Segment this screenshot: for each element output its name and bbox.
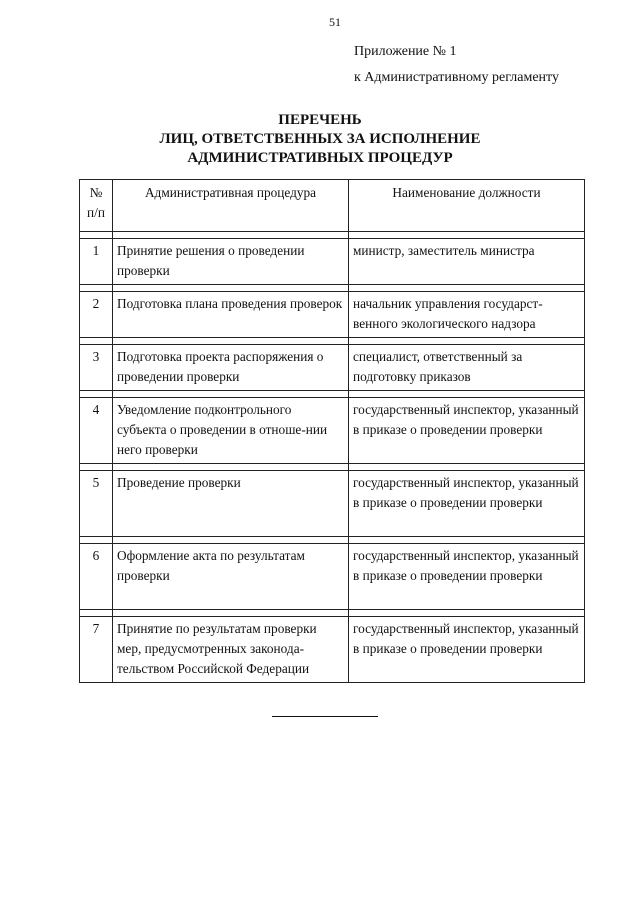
table-row <box>80 471 585 537</box>
row-position: государственный инспектор, указанный в приказе о проведении проверки <box>349 544 585 610</box>
row-procedure: Подготовка проекта распоряжения о проведении проверки <box>113 345 349 391</box>
row-number: 1 <box>80 239 113 285</box>
header-procedure: Административная процедура <box>113 180 349 232</box>
row-number: 3 <box>80 345 113 391</box>
table-row <box>80 345 585 391</box>
appendix-label: Приложение № 1 <box>354 44 457 59</box>
row-position: государственный инспектор, указанный в приказе о проведении проверки <box>349 398 585 464</box>
table-row <box>80 292 585 338</box>
document-title <box>0 111 640 168</box>
row-number: 4 <box>80 398 113 464</box>
row-spacer <box>80 338 585 345</box>
row-spacer <box>80 391 585 398</box>
row-procedure: Принятие по результатам проверки мер, предусмотренных законода-тельством Российской Федерации <box>113 617 349 683</box>
table-row <box>80 398 585 464</box>
row-position: государственный инспектор, указанный в приказе о проведении проверки <box>349 617 585 683</box>
table-row <box>80 544 585 610</box>
row-procedure: Проведение проверки <box>113 471 349 537</box>
row-number: 6 <box>80 544 113 610</box>
procedures-table <box>79 179 585 683</box>
title-line-3: АДМИНИСТРАТИВНЫХ ПРОЦЕДУР <box>187 150 453 166</box>
row-spacer <box>80 610 585 617</box>
row-procedure: Подготовка плана проведения проверок <box>113 292 349 338</box>
row-procedure: Уведомление подконтрольного субъекта о проведении в отноше-нии него проверки <box>113 398 349 464</box>
table-header-row <box>80 180 585 232</box>
row-position: начальник управления государст-венного экологического надзора <box>349 292 585 338</box>
title-line-2: ЛИЦ, ОТВЕТСТВЕННЫХ ЗА ИСПОЛНЕНИЕ <box>159 131 481 147</box>
page-number: 51 <box>329 15 341 29</box>
row-spacer <box>80 537 585 544</box>
row-position: специалист, ответственный за подготовку приказов <box>349 345 585 391</box>
table-row <box>80 239 585 285</box>
row-spacer <box>80 232 585 239</box>
header-position: Наименование должности <box>349 180 585 232</box>
row-number: 5 <box>80 471 113 537</box>
row-procedure: Оформление акта по результатам проверки <box>113 544 349 610</box>
row-position: государственный инспектор, указанный в приказе о проведении проверки <box>349 471 585 537</box>
table-row <box>80 617 585 683</box>
row-procedure: Принятие решения о проведении проверки <box>113 239 349 285</box>
row-number: 2 <box>80 292 113 338</box>
title-line-1: ПЕРЕЧЕНЬ <box>278 112 362 128</box>
header-number: № п/п <box>80 180 113 232</box>
row-spacer <box>80 464 585 471</box>
row-position: министр, заместитель министра <box>349 239 585 285</box>
appendix-reference: к Административному регламенту <box>354 70 559 85</box>
footer-divider <box>272 716 378 717</box>
row-spacer <box>80 285 585 292</box>
row-number: 7 <box>80 617 113 683</box>
